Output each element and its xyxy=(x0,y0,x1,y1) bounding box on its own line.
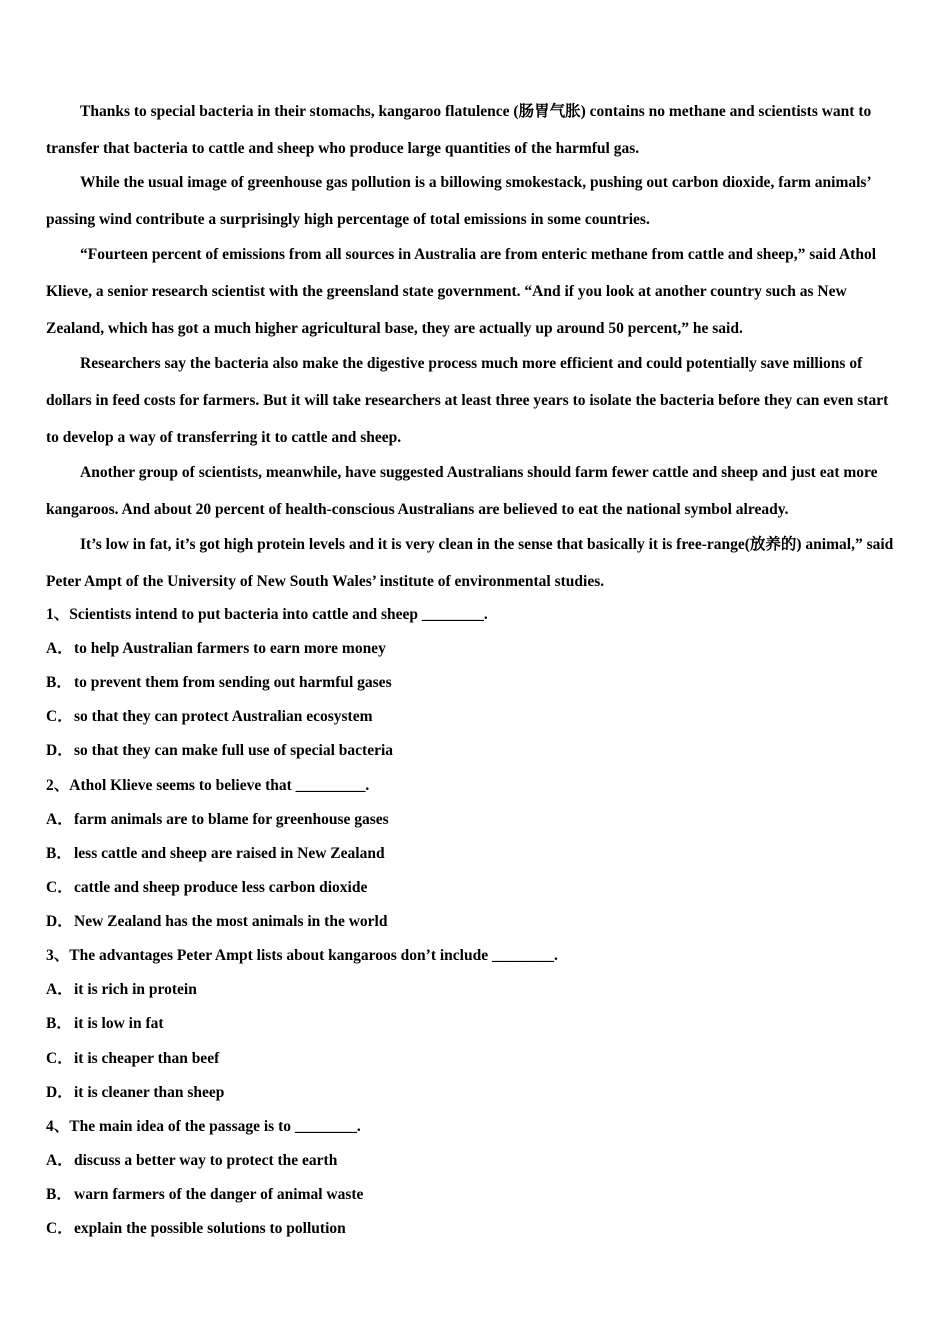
option-text: so that they can make full use of special bacteria xyxy=(74,742,394,759)
option-text: to prevent them from sending out harmful gases xyxy=(74,674,392,691)
option-text: New Zealand has the most animals in the world xyxy=(74,913,388,930)
option-label: B． xyxy=(46,845,72,862)
option-text: less cattle and sheep are raised in New Zealand xyxy=(74,845,385,862)
question-3-option-b[interactable] xyxy=(46,1013,164,1035)
option-text: it is rich in protein xyxy=(74,981,197,998)
option-label: C． xyxy=(46,708,73,725)
passage-paragraph-3: “Fourteen percent of emissions from all sources in Australia are from enteric methane from cattle and sheep,” said Athol Klieve, a senior research scientist with the greensland state government. “And if you look at another country such as New Zealand, which has got a much higher agricultural base, they are actually up around 50 percent,” he said. xyxy=(46,246,877,337)
option-label: B． xyxy=(46,1186,72,1203)
option-label: B． xyxy=(46,674,72,691)
question-4-stem: 4、The main idea of the passage is to ________. xyxy=(46,1118,361,1135)
option-text: it is cleaner than sheep xyxy=(74,1084,225,1101)
option-text: discuss a better way to protect the earth xyxy=(74,1152,338,1169)
question-3-stem: 3、The advantages Peter Ampt lists about kangaroos don’t include ________. xyxy=(46,947,558,964)
option-text: cattle and sheep produce less carbon dioxide xyxy=(74,879,368,896)
question-3-option-c[interactable] xyxy=(46,1048,219,1070)
option-label: A． xyxy=(46,811,73,828)
option-text: explain the possible solutions to pollution xyxy=(74,1220,346,1237)
question-2-stem: 2、Athol Klieve seems to believe that _________. xyxy=(46,777,370,794)
option-label: B． xyxy=(46,1015,72,1032)
option-label: A． xyxy=(46,1152,73,1169)
question-2-option-c[interactable] xyxy=(46,877,367,899)
question-1-option-d[interactable] xyxy=(46,740,393,762)
question-1-option-b[interactable] xyxy=(46,672,392,694)
question-4-option-a[interactable] xyxy=(46,1150,337,1172)
question-4-option-c[interactable] xyxy=(46,1218,346,1240)
option-text: warn farmers of the danger of animal waste xyxy=(74,1186,364,1203)
option-text: farm animals are to blame for greenhouse gases xyxy=(74,811,389,828)
question-1-option-c[interactable] xyxy=(46,706,372,728)
question-2-option-a[interactable] xyxy=(46,809,389,831)
option-label: D． xyxy=(46,742,73,759)
option-label: C． xyxy=(46,1050,73,1067)
option-label: D． xyxy=(46,913,73,930)
passage-paragraph-2: While the usual image of greenhouse gas pollution is a billowing smokestack, pushing out carbon dioxide, farm animals’ passing wind contribute a surprisingly high percentage of total emissions in some countries. xyxy=(46,174,871,228)
question-1-option-a[interactable] xyxy=(46,638,386,660)
question-3-option-d[interactable] xyxy=(46,1082,224,1104)
passage-paragraph-6: It’s low in fat, it’s got high protein levels and it is very clean in the sense that basically it is free-range(放养的) animal,” said Peter Ampt of the University of New South Wales’ institute of environmental studies. xyxy=(46,536,894,590)
option-text: it is cheaper than beef xyxy=(74,1050,220,1067)
question-3-option-a[interactable] xyxy=(46,979,197,1001)
passage-paragraph-5: Another group of scientists, meanwhile, have suggested Australians should farm fewer cattle and sheep and just eat more kangaroos. And about 20 percent of health-conscious Australians are believed to eat the national symbol already. xyxy=(46,464,878,518)
question-2-option-d[interactable] xyxy=(46,911,387,933)
question-1-stem: 1、Scientists intend to put bacteria into cattle and sheep ________. xyxy=(46,606,488,623)
passage-paragraph-4: Researchers say the bacteria also make the digestive process much more efficient and could potentially save millions of dollars in feed costs for farmers. But it will take researchers at least three years to isolate the bacteria before they can even start to develop a way of transferring it to cattle and sheep. xyxy=(46,355,889,446)
option-label: D． xyxy=(46,1084,73,1101)
option-label: A． xyxy=(46,640,73,657)
option-label: A． xyxy=(46,981,73,998)
question-4-option-b[interactable] xyxy=(46,1184,363,1206)
option-text: to help Australian farmers to earn more money xyxy=(74,640,386,657)
option-label: C． xyxy=(46,1220,73,1237)
option-label: C． xyxy=(46,879,73,896)
question-2-option-b[interactable] xyxy=(46,843,385,865)
option-text: it is low in fat xyxy=(74,1015,164,1032)
option-text: so that they can protect Australian ecosystem xyxy=(74,708,373,725)
passage-paragraph-1: Thanks to special bacteria in their stomachs, kangaroo flatulence (肠胃气胀) contains no methane and scientists want to transfer that bacteria to cattle and sheep who produce large quantities of the harmful gas. xyxy=(46,103,872,157)
